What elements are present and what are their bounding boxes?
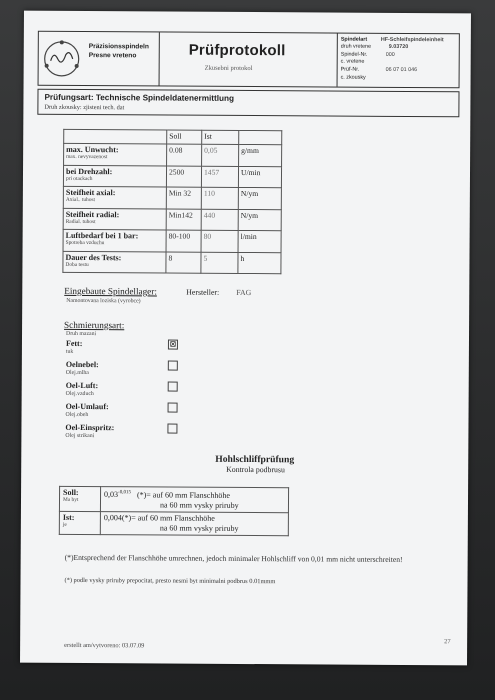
bearings-maker-label: Hersteller:: [186, 287, 220, 297]
table-row: Dauer des Tests: Doba testu 8 5 h: [63, 251, 281, 274]
page-number: 27: [444, 638, 451, 646]
hohl-title: Hohlschliffprüfung: [215, 453, 295, 466]
lube-sub-oelnebel: Olej.mlha: [65, 369, 89, 377]
header-divider: [337, 34, 338, 87]
lube-label-fett: Fett:: [65, 338, 83, 349]
bearings-maker: FAG: [236, 287, 252, 298]
lubrication-subtitle: Druh mazani: [66, 330, 97, 338]
hohl-ist-row: Ist: je 0,004(*)= auf 60 mm Flanschhöhe na 60 mm vysky priruby: [59, 511, 288, 535]
test-type-title: Prüfungsart: Technische Spindeldatenermittlung: [44, 92, 235, 103]
lubrication-title: Schmierungsart:: [64, 319, 125, 331]
lube-sub-oel-luft: Olej.vzduch: [65, 390, 94, 398]
fett-checkbox[interactable]: ⊠: [169, 339, 177, 349]
lube-label-oel-einspritz: Oel-Einspritz:: [65, 422, 115, 433]
created-date: erstellt am/vytvoreno: 03.07.09: [64, 641, 145, 650]
meta-row: c. vretene: [340, 58, 365, 65]
header-box: [38, 31, 460, 89]
document-subtitle: Zkusebni protokol: [204, 64, 253, 73]
col-ist-header: Ist: [202, 130, 239, 144]
lube-label-oel-luft: Oel-Luft:: [65, 380, 99, 391]
meta-row: Spindel-Nr. 000: [340, 51, 395, 58]
table-row: max. Unwucht: max. nevyvazenost 0.08 0,05 g/mm: [64, 143, 282, 166]
oel-luft-checkbox[interactable]: [168, 382, 178, 392]
bearings-subtitle: Namontovana loziska (vyrobce): [66, 297, 141, 305]
company-logo-icon: [42, 39, 82, 79]
meta-row: c. zkousky: [340, 74, 366, 81]
bearings-title: Eingebaute Spindellager:: [64, 285, 157, 297]
oel-einspritz-checkbox[interactable]: [167, 424, 177, 434]
col-soll-header: Soll: [167, 130, 202, 144]
oel-umlauf-checkbox[interactable]: [168, 403, 178, 413]
table-row: Steifheit axial: Axial.. tuhost Min 32 110 N/ym: [63, 186, 281, 209]
company-name-translation: Presne vreteno: [88, 52, 137, 60]
spindle-data-table: [62, 129, 282, 274]
table-header-row: [64, 129, 282, 144]
oelnebel-checkbox[interactable]: [168, 361, 178, 371]
table-row: bei Drehzahl: pri otackach 2500 1457 U/min: [63, 165, 281, 188]
lube-label-oel-umlauf: Oel-Umlauf:: [65, 401, 109, 412]
company-name: Präzisionsspindeln: [88, 43, 149, 51]
lube-label-oelnebel: Oelnebel:: [65, 359, 99, 370]
lube-sub-oel-einspritz: Olej strikani: [65, 432, 95, 440]
meta-row: druh vretene 9.03720: [340, 43, 409, 50]
meta-row: Prüf-Nr. 06 07 01 046: [340, 66, 418, 74]
header-divider: [159, 32, 160, 85]
meta-row: Spindelart HF-Schleifspindeleinheit: [340, 36, 444, 44]
lube-sub-fett: tuk: [65, 348, 74, 355]
table-row: Luftbedarf bei 1 bar: Spotreba vzduchu 80-100 80 l/min: [63, 229, 281, 252]
document-title: Prüfprotokoll: [188, 41, 286, 60]
hohl-table: [59, 486, 289, 536]
note-german: (*)Entsprechend der Flanschhöhe umrechnen, jedoch minimaler Hohlschliff von 0,01 mm nicht unterschreiten!: [64, 552, 403, 564]
test-type-subtitle: Druh zkousky: zjisteni tech. dat: [44, 103, 125, 112]
lube-sub-oel-umlauf: Olej.obeh: [65, 411, 89, 419]
note-czech: (*) podle vysky priruby prepocitat, presto nesmi byt minimalni podbrus 0.01mmm: [64, 576, 276, 586]
table-row: Steifheit radial: Radial. tuhost Min142 440 N/ym: [63, 208, 281, 231]
test-type-box: [37, 89, 459, 118]
hohl-subtitle: Kontrola podbrusu: [226, 464, 285, 475]
hohl-soll-row: Soll: Ma byt $0,03^{-0,015}$ (*)= auf 60 mm Flanschhöhe na 60 mm vysky priruby: [59, 486, 288, 512]
document-page: [20, 11, 471, 666]
